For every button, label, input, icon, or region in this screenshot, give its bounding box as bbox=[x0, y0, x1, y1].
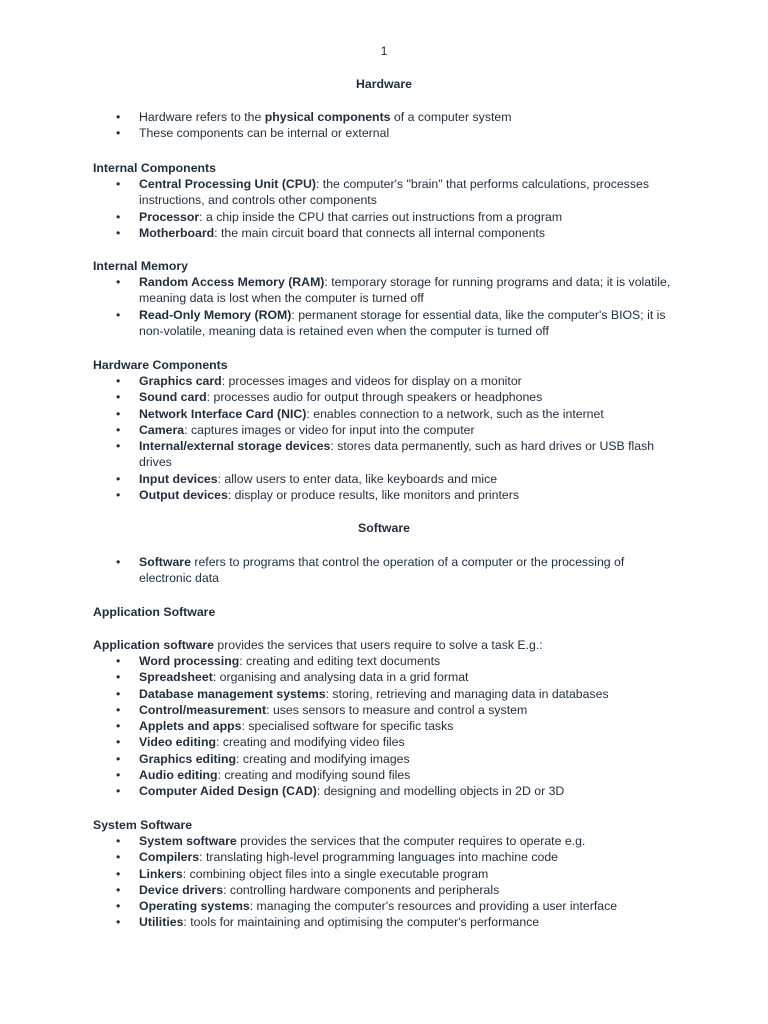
list-item: • Motherboard: the main circuit board that connects all internal components bbox=[0, 225, 679, 241]
internal-components-list bbox=[0, 176, 679, 241]
list-item: • Operating systems: managing the computer's resources and providing a user interface bbox=[0, 898, 679, 914]
system-software-list bbox=[0, 833, 679, 931]
list-item: • Spreadsheet: organising and analysing data in a grid format bbox=[0, 669, 679, 685]
list-item: • Processor: a chip inside the CPU that carries out instructions from a program bbox=[0, 209, 679, 225]
list-item: • Compilers: translating high-level programming languages into machine code bbox=[0, 849, 679, 865]
list-item: • Audio editing: creating and modifying sound files bbox=[0, 767, 679, 783]
internal-components-heading: Internal Components bbox=[93, 161, 216, 175]
system-software-heading: System Software bbox=[93, 818, 193, 832]
list-item: • Video editing: creating and modifying video files bbox=[0, 734, 679, 750]
list-item: • Hardware refers to the physical components of a computer system bbox=[0, 109, 679, 125]
application-software-heading: Application Software bbox=[93, 605, 216, 619]
hardware-components-list bbox=[0, 373, 679, 503]
list-item: • Device drivers: controlling hardware components and peripherals bbox=[0, 882, 679, 898]
internal-memory-heading: Internal Memory bbox=[93, 259, 188, 273]
list-item: • Utilities: tools for maintaining and optimising the computer's performance bbox=[0, 914, 679, 930]
list-item: • Software refers to programs that control the operation of a computer or the processing of electronic data bbox=[0, 554, 679, 587]
internal-memory-list bbox=[0, 274, 679, 339]
list-item: • Database management systems: storing, retrieving and managing data in databases bbox=[0, 686, 679, 702]
application-software-paragraph: Application software provides the services that users require to solve a task E.g.: bbox=[93, 638, 543, 652]
list-item: • System software provides the services that the computer requires to operate e.g. bbox=[0, 833, 679, 849]
list-item: • Network Interface Card (NIC): enables connection to a network, such as the internet bbox=[0, 406, 679, 422]
hardware-title: Hardware bbox=[355, 77, 413, 91]
list-item: • Internal/external storage devices: stores data permanently, such as hard drives or USB flash drives bbox=[0, 438, 679, 471]
list-item: • Word processing: creating and editing text documents bbox=[0, 653, 679, 669]
list-item: • These components can be internal or external bbox=[0, 125, 679, 141]
hardware-intro-list bbox=[0, 109, 679, 142]
list-item: • Output devices: display or produce results, like monitors and printers bbox=[0, 487, 679, 503]
list-item: • Applets and apps: specialised software for specific tasks bbox=[0, 718, 679, 734]
software-title: Software bbox=[358, 521, 410, 535]
list-item: • Read-Only Memory (ROM): permanent storage for essential data, like the computer's BIOS; it is non-volatile, meaning data is retained even when the computer is turned off bbox=[0, 307, 679, 340]
page-number: 1 bbox=[380, 44, 388, 58]
hardware-components-heading: Hardware Components bbox=[93, 358, 228, 372]
list-item: • Control/measurement: uses sensors to measure and control a system bbox=[0, 702, 679, 718]
list-item: • Graphics editing: creating and modifying images bbox=[0, 751, 679, 767]
list-item: • Input devices: allow users to enter data, like keyboards and mice bbox=[0, 471, 679, 487]
list-item: • Linkers: combining object files into a single executable program bbox=[0, 866, 679, 882]
software-intro-list bbox=[0, 554, 679, 587]
list-item: • Graphics card: processes images and videos for display on a monitor bbox=[0, 373, 679, 389]
list-item: • Camera: captures images or video for input into the computer bbox=[0, 422, 679, 438]
list-item: • Central Processing Unit (CPU): the computer's "brain" that performs calculations, processes instructions, and controls other components bbox=[0, 176, 679, 209]
list-item: • Computer Aided Design (CAD): designing and modelling objects in 2D or 3D bbox=[0, 783, 679, 799]
application-software-list bbox=[0, 653, 679, 800]
list-item: • Random Access Memory (RAM): temporary storage for running programs and data; it is volatile, meaning data is lost when the computer is turned off bbox=[0, 274, 679, 307]
list-item: • Sound card: processes audio for output through speakers or headphones bbox=[0, 389, 679, 405]
